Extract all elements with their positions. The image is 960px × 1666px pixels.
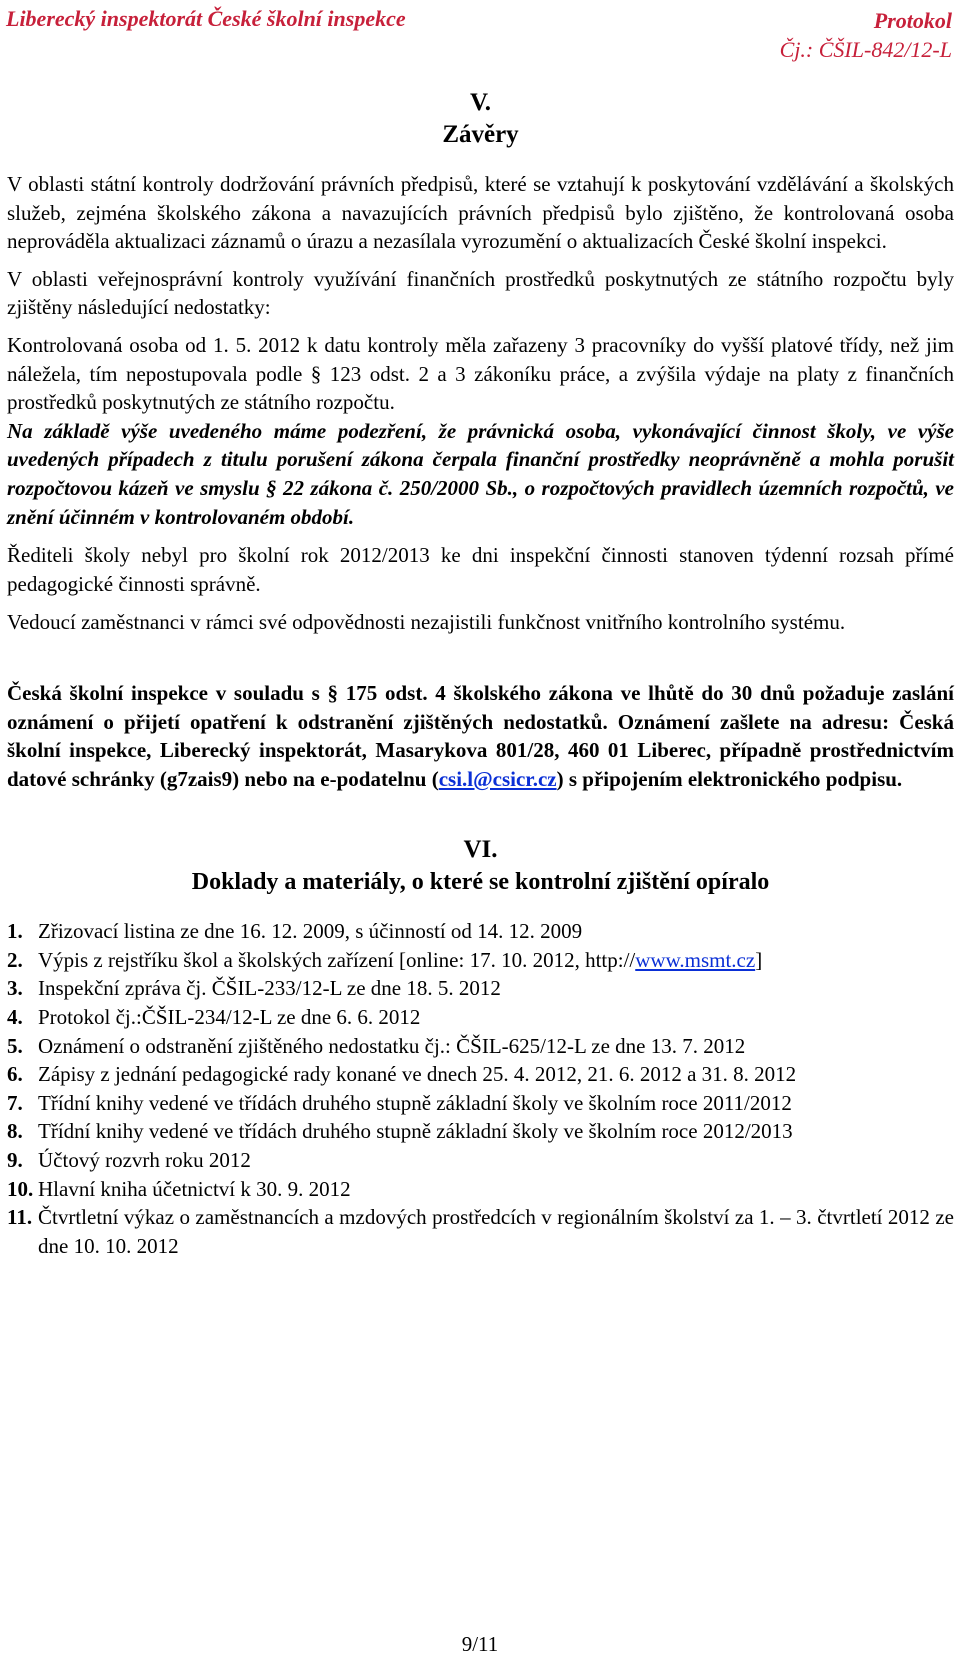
documents-list <box>7 917 954 1260</box>
list-item <box>7 1089 954 1118</box>
notice-text-start: Česká školní inspekce v souladu s § 175 odst. 4 školského zákona ve lhůtě do 30 dnů požaduje zaslání oznámení o přijetí opatření k odstranění zjištěných nedostatků. Oznámení zašlete na adresu: Česká školní inspekce, Liberecký inspektorát, Masarykova 801/28, 460 01 Liberec, případně prostřednictvím datové schránky (g7zais9) nebo na e-podatelnu ( <box>7 680 954 791</box>
list-item-number: 3. <box>7 976 23 1001</box>
list-item <box>7 946 954 975</box>
list-item <box>7 974 954 1003</box>
section-6-title: Doklady a materiály, o které se kontrolní zjištění opíralo <box>191 869 770 896</box>
list-item-text-tail: ] <box>755 947 763 972</box>
msmt-link[interactable]: www.msmt.cz <box>635 947 756 972</box>
list-item-number: 4. <box>7 1005 23 1030</box>
list-item <box>7 1203 954 1260</box>
list-item-text: Účtový rozvrh roku 2012 <box>38 1148 251 1173</box>
list-item <box>7 1117 954 1146</box>
list-item-text: Čtvrtletní výkaz o zaměstnancích a mzdových prostředcích v regionálním školství za 1. – 3. čtvrtletí 2012 ze dne 10. 10. 2012 <box>38 1205 954 1258</box>
list-item-number: 6. <box>7 1062 23 1087</box>
list-item-text: Inspekční zpráva čj. ČŠIL-233/12-L ze dne 18. 5. 2012 <box>38 976 501 1001</box>
list-item <box>7 1146 954 1175</box>
header-document-type: Protokol <box>873 8 952 33</box>
list-item-number: 9. <box>7 1148 23 1173</box>
header-reference-number: Čj.: ČŠIL-842/12-L <box>779 37 952 62</box>
header-document-info <box>780 6 952 64</box>
paragraph-notice-request <box>7 679 954 793</box>
list-item-number: 2. <box>7 947 23 972</box>
list-item-text: Protokol čj.:ČŠIL-234/12-L ze dne 6. 6. 2012 <box>38 1005 421 1030</box>
list-item <box>7 917 954 946</box>
paragraph-director: Řediteli školy nebyl pro školní rok 2012/2013 ke dni inspekční činnosti stanoven týdenní rozsah přímé pedagogické činnosti správně. <box>7 543 954 596</box>
list-item-number: 1. <box>7 919 23 944</box>
page-number: 9/11 <box>461 1632 499 1656</box>
list-item-number: 10. <box>7 1176 34 1201</box>
header-organization: Liberecký inspektorát České školní inspekce <box>6 6 406 31</box>
list-item-number: 7. <box>7 1090 23 1115</box>
list-item-text: Hlavní kniha účetnictví k 30. 9. 2012 <box>38 1176 351 1201</box>
paragraph-salary-finding: Kontrolovaná osoba od 1. 5. 2012 k datu kontroly měla zařazeny 3 pracovníky do vyšší platové třídy, než jim náležela, tím nepostupovala podle § 123 odst. 2 a 3 zákoníku práce, a zvýšila výdaje na platy z finančních prostředků poskytnutých ze státního rozpočtu. <box>7 332 954 415</box>
list-item-text: Třídní knihy vedené ve třídách druhého stupně základní školy ve školním roce 2012/2013 <box>38 1119 793 1144</box>
notice-text-end: ) s připojením elektronického podpisu. <box>556 766 903 791</box>
paragraph-state-control: V oblasti státní kontroly dodržování právních předpisů, které se vztahují k poskytování vzdělávání a školských služeb, zejména školského zákona a navazujících právních předpisů bylo zjištěno, že kontrolovaná osoba neprováděla aktualizaci záznamů o úrazu a nezasílala vyrozumění o aktualizacích České školní inspekci. <box>7 172 954 254</box>
section-5-title: Závěry <box>442 121 519 148</box>
list-item-number: 8. <box>7 1119 23 1144</box>
list-item <box>7 1032 954 1061</box>
list-item <box>7 1175 954 1204</box>
list-item-text: Oznámení o odstranění zjištěného nedostatku čj.: ČŠIL-625/12-L ze dne 13. 7. 2012 <box>38 1033 746 1058</box>
list-item <box>7 1060 954 1089</box>
list-item-number: 5. <box>7 1033 23 1058</box>
paragraph-internal-control: Vedoucí zaměstnanci v rámci své odpovědnosti nezajistili funkčnost vnitřního kontrolního systému. <box>7 610 846 635</box>
list-item-text: Zřizovací listina ze dne 16. 12. 2009, s účinností od 14. 12. 2009 <box>38 919 583 944</box>
document-body <box>7 88 954 1260</box>
section-5-number: V. <box>469 89 492 116</box>
list-item-text: Zápisy z jednání pedagogické rady konané ve dnech 25. 4. 2012, 21. 6. 2012 a 31. 8. 2012 <box>38 1062 797 1087</box>
section-6-number: VI. <box>463 836 498 864</box>
page-header <box>6 4 952 62</box>
list-item <box>7 1003 954 1032</box>
list-item-text: Třídní knihy vedené ve třídách druhého stupně základní školy ve školním roce 2011/2012 <box>38 1090 792 1115</box>
paragraph-suspicion: Na základě výše uvedeného máme podezření, že právnická osoba, vykonávající činnost školy, ve výše uvedených případech z titulu porušení zákona čerpala finanční prostředky neoprávněně a mohla porušit rozpočtovou kázeň ve smyslu § 22 zákona č. 250/2000 Sb., o rozpočtových pravidlech územních rozpočtů, ve znění účinném v kontrolovaném období. <box>7 418 954 529</box>
paragraph-public-control: V oblasti veřejnosprávní kontroly využívání finančních prostředků poskytnutých ze státního rozpočtu byly zjištěny následující nedostatky: <box>7 266 954 320</box>
list-item-text: Výpis z rejstříku škol a školských zařízení [online: 17. 10. 2012, http:// <box>38 947 636 972</box>
list-item-number: 11. <box>7 1205 33 1230</box>
email-link[interactable]: csi.l@csicr.cz <box>438 766 557 791</box>
